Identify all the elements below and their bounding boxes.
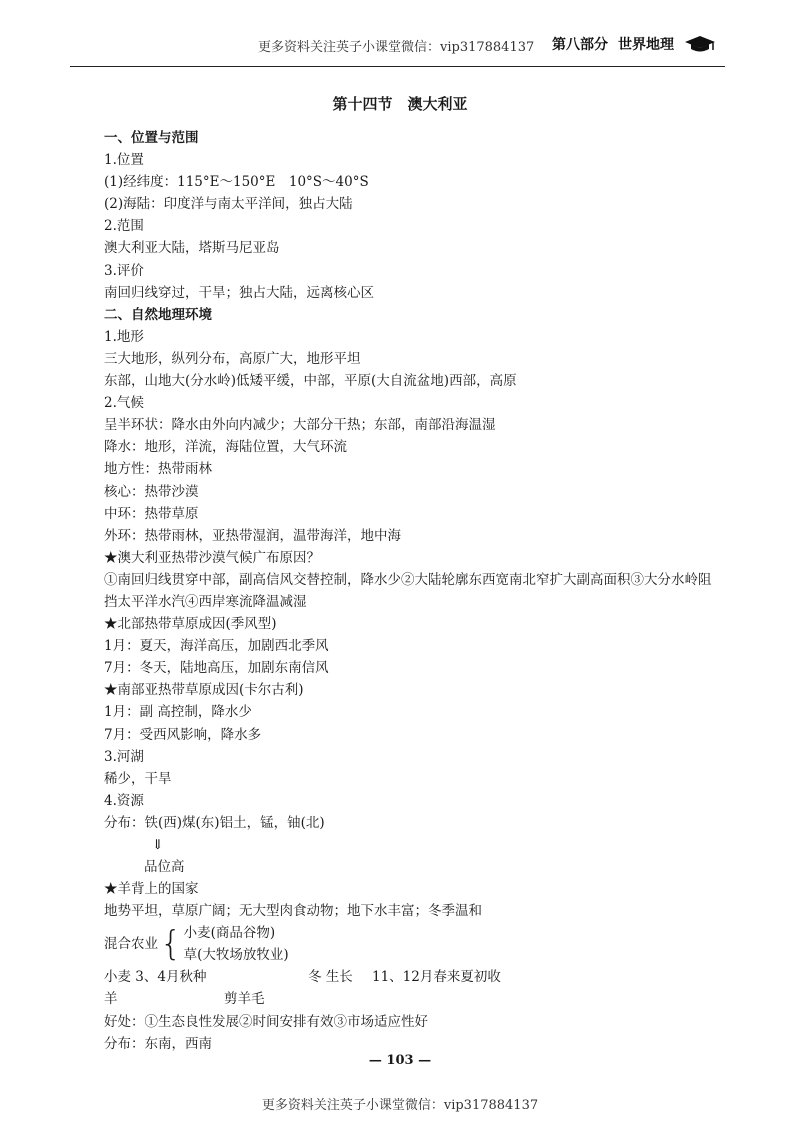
text-line: 澳大利亚大陆，塔斯马尼亚岛	[104, 240, 280, 257]
mixed-farming-item: 草(大牧场放牧业)	[183, 947, 289, 964]
brace-icon: {	[160, 924, 182, 965]
text-line: 南回归线穿过，干旱；独占大陆，远离核心区	[104, 284, 374, 301]
text-line: 地势平坦，草原广阔；无大型肉食动物；地下水丰富；冬季温和	[104, 903, 482, 920]
header-watermark: 更多资料关注英子小课堂微信：vip317884137	[258, 40, 535, 55]
question-line: ★南部亚热带草原成因(卡尔古利)	[104, 682, 304, 699]
mixed-farming-label: 混合农业	[104, 936, 158, 953]
text-line: 地方性：热带雨林	[104, 461, 212, 478]
page-title: 第十四节 澳大利亚	[332, 95, 468, 113]
question-line: ★北部热带草原成因(季风型)	[104, 616, 277, 633]
text-line: 2.范围	[104, 218, 144, 235]
text-line: 稀少，干旱	[104, 770, 172, 787]
text-line: 分布：铁(西)煤(东)铝土，锰，铀(北)	[104, 814, 325, 831]
text-line: 7月：受西风影响，降水多	[104, 726, 262, 743]
sheep-label: 羊	[104, 991, 118, 1008]
header-section-label	[552, 34, 716, 54]
footer-watermark: 更多资料关注英子小课堂微信：vip317884137	[261, 1098, 539, 1113]
graduation-cap-icon	[684, 34, 716, 54]
text-line: 7月：冬天，陆地高压，加剧东南信风	[104, 660, 329, 677]
text-line: 降水：地形，洋流，海陆位置，大气环流	[104, 439, 347, 456]
text-line: 呈半环状：降水由外向内减少；大部分干热；东部，南部沿海温湿	[104, 417, 496, 434]
question-line: ★羊背上的国家	[104, 881, 199, 898]
text-line: 三大地形，纵列分布，高原广大，地形平坦	[104, 350, 361, 367]
header-rule	[70, 66, 725, 67]
wheat-sow: 小麦 3、4月秋种	[104, 969, 207, 986]
wheat-cycle	[104, 966, 724, 988]
text-line: 中环：热带草原	[104, 505, 199, 522]
mixed-farming-item: 小麦(商品谷物)	[183, 925, 276, 942]
text-line: 品位高	[144, 859, 185, 876]
text-line: 1月：夏天，海洋高压，加剧西北季风	[104, 638, 329, 655]
sheep-cycle	[104, 988, 724, 1010]
wheat-grow: 冬 生长	[308, 969, 353, 986]
heading-location-range: 一、位置与范围	[104, 130, 199, 146]
content-body	[104, 127, 724, 1055]
text-line: (1)经纬度：115°E～150°E 10°S～40°S	[104, 174, 369, 191]
heading-natural-environment: 二、自然地理环境	[104, 306, 212, 323]
section-number: 第八部分	[552, 37, 608, 53]
wheat-harvest: 11、12月春来夏初收	[372, 969, 501, 986]
text-line: 1.位置	[104, 152, 144, 169]
mixed-farming-block	[104, 922, 724, 966]
text-line: 核心：热带沙漠	[104, 483, 199, 500]
text-line: 2.气候	[104, 395, 144, 412]
question-line: ★澳大利亚热带沙漠气候广布原因？	[104, 549, 320, 566]
text-line: 3.评价	[104, 262, 144, 279]
down-arrow-icon: ⇓	[152, 837, 164, 853]
text-line: 好处：①生态良性发展②时间安排有效③市场适应性好	[104, 1013, 428, 1030]
text-line: 3.河湖	[104, 748, 144, 765]
mixed-farming-items	[184, 922, 289, 966]
text-line: 4.资源	[104, 792, 144, 809]
text-line: 外环：热带雨林，亚热带湿润，温带海洋，地中海	[104, 527, 401, 544]
text-line: 1月：副 高控制，降水少	[104, 704, 252, 721]
subject-name: 世界地理	[618, 37, 674, 53]
text-line: 东部，山地大(分水岭)低矮平缓，中部，平原(大自流盆地)西部，高原	[104, 373, 517, 390]
sheep-shear: 剪羊毛	[224, 991, 265, 1008]
text-line: 分布：东南，西南	[104, 1035, 212, 1052]
answer-paragraph: ①南回归线贯穿中部，副高信风交替控制，降水少②大陆轮廓东西宽南北窄扩大副高面积③大分水岭阻挡太平洋水汽④西岸寒流降温减湿	[104, 571, 712, 610]
page-number: — 103 —	[368, 1053, 432, 1068]
text-line: 1.地形	[104, 328, 144, 345]
text-line: (2)海陆：印度洋与南太平洋间，独占大陆	[104, 196, 353, 213]
